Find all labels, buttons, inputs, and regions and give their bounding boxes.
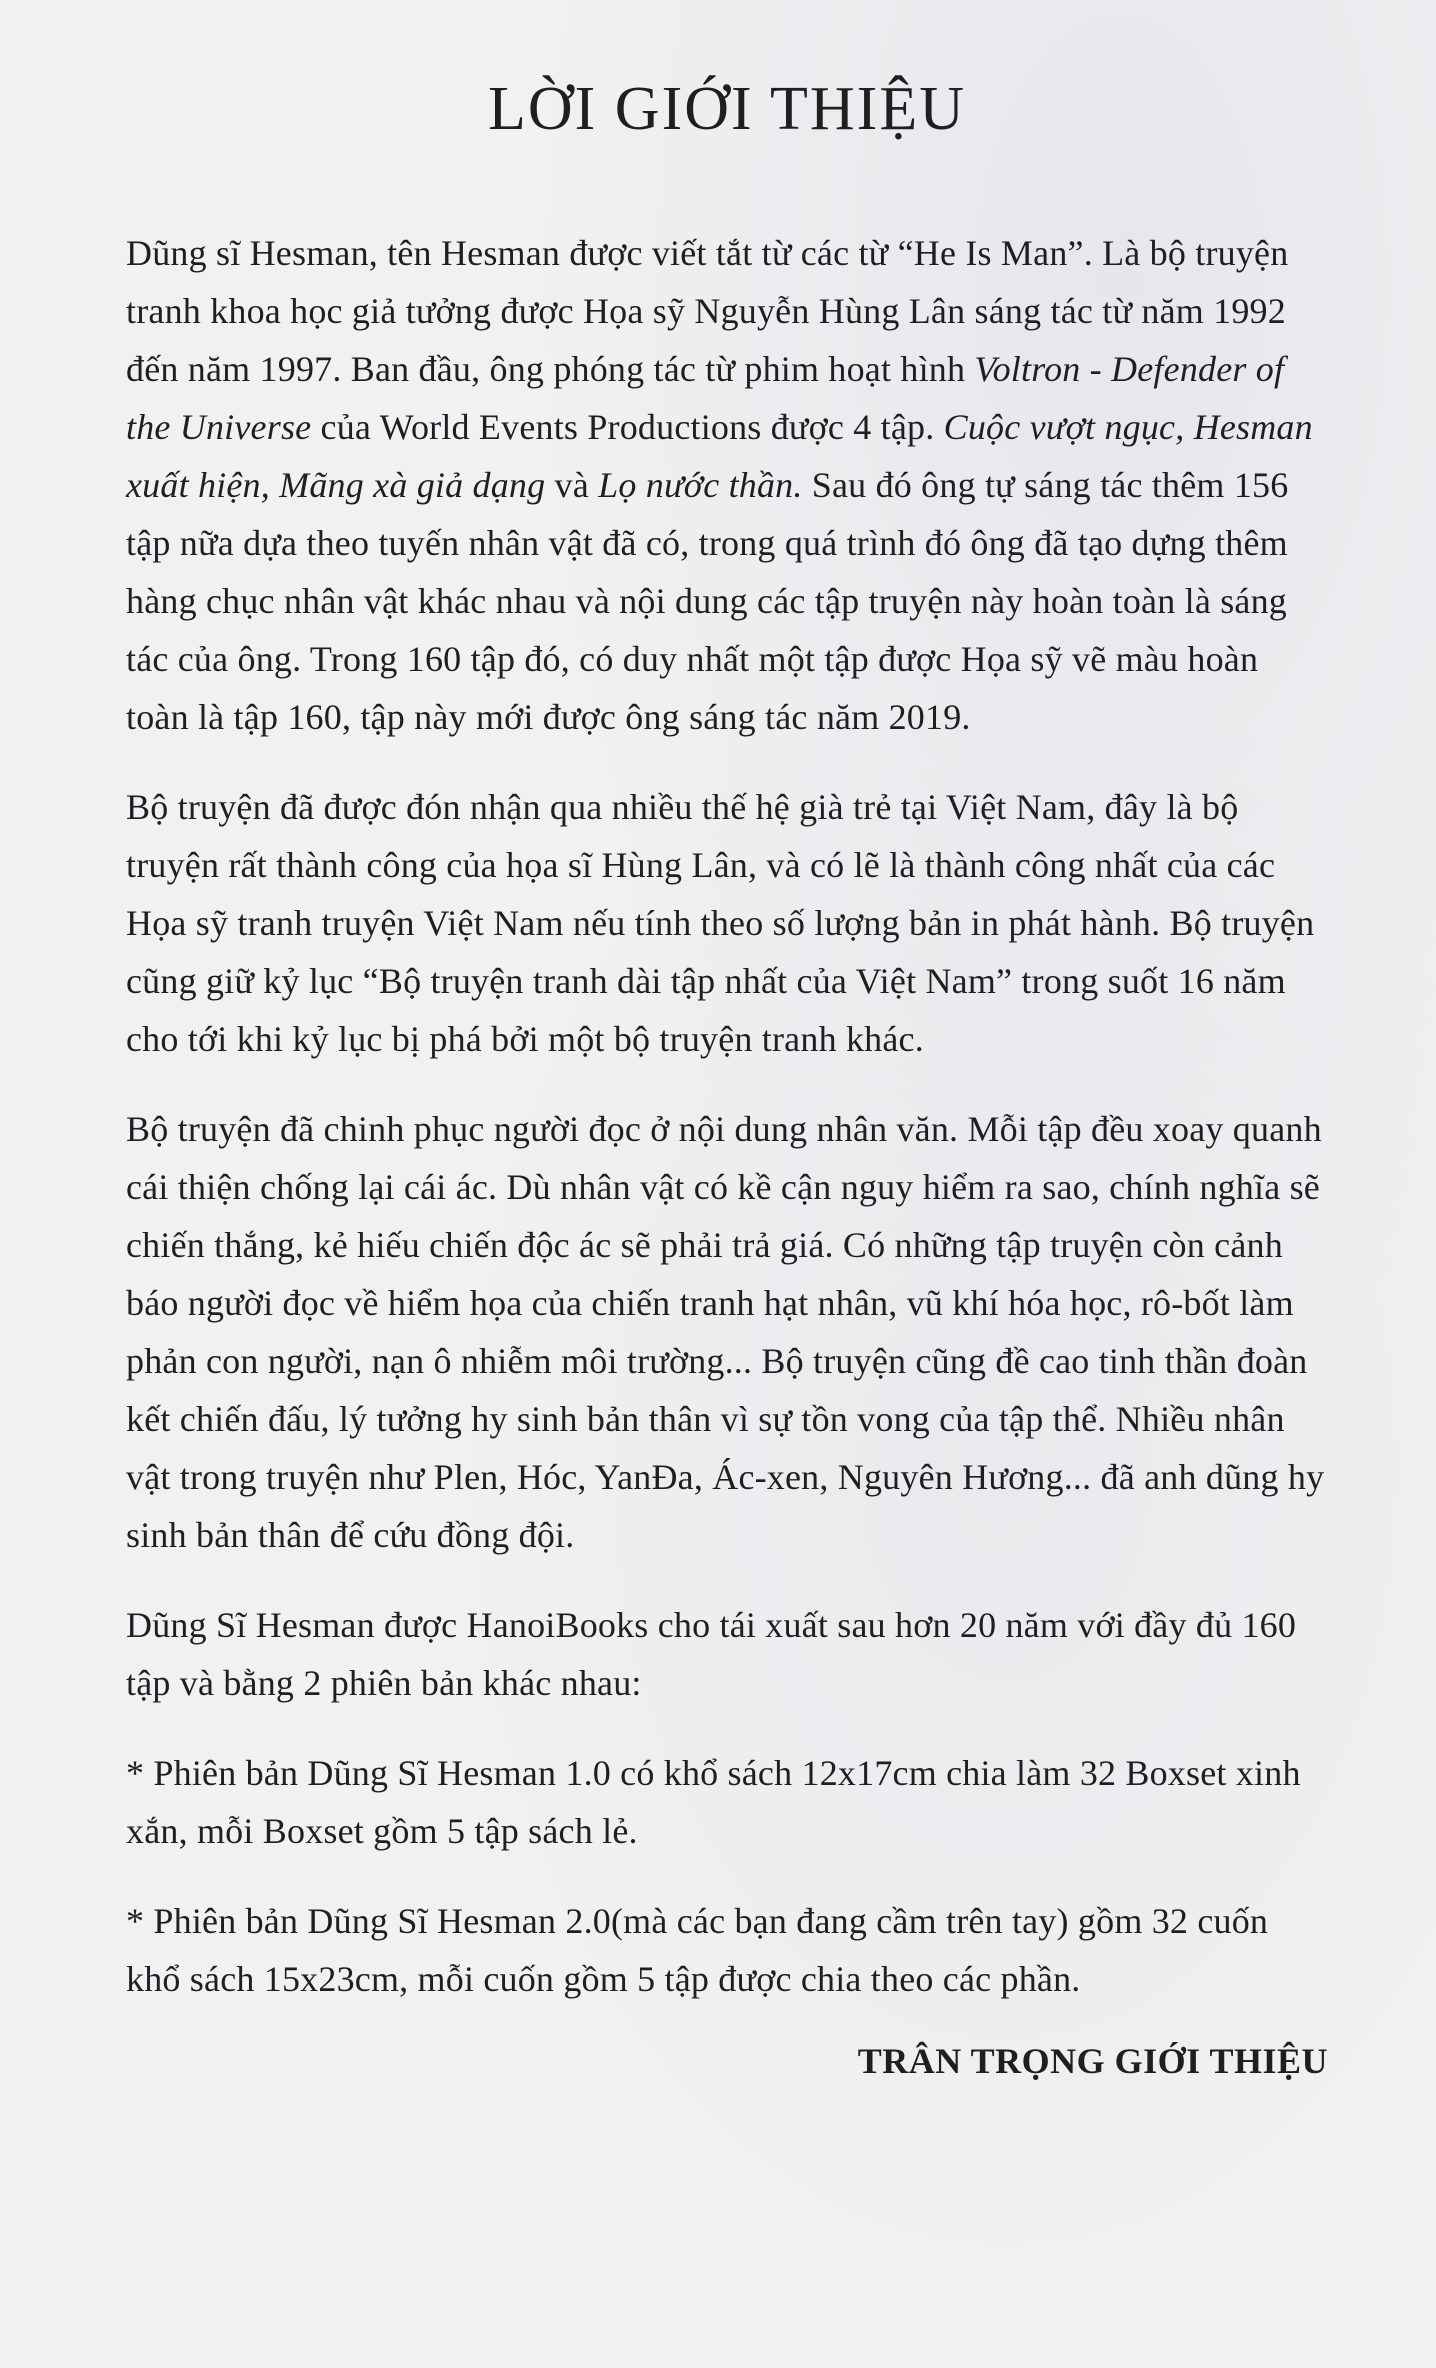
intro-text-3: Sau đó ông tự sáng tác thêm 156 tập nữa dựa theo tuyến nhân vật đã có, trong quá trình đó ông đã tạo dựng thêm hàng chục nhân vật khác nhau và nội dung các tập truyện này hoàn toàn là sáng tác của ông. Trong 160 tập đó, có duy nhất một tập được Họa sỹ vẽ màu hoàn toàn là tập 160, tập này mới được ông sáng tác năm 2019. [126, 465, 1289, 738]
paragraph-reissue: Dũng Sĩ Hesman được HanoiBooks cho tái xuất sau hơn 20 năm với đầy đủ 160 tập và bằng 2 phiên bản khác nhau: [126, 1605, 1297, 1704]
voltron-title: Voltron - Defender of the Universe [126, 349, 1285, 448]
paragraph-reception: Bộ truyện đã được đón nhận qua nhiều thế hệ già trẻ tại Việt Nam, đây là bộ truyện rất thành công của họa sĩ Hùng Lân, và có lẽ là thành công nhất của các Họa sỹ tranh truyện Việt Nam nếu tính theo số lượng bản in phát hành. Bộ truyện cũng giữ kỷ lục “Bộ truyện tranh dài tập nhất của Việt Nam” trong suốt 16 năm cho tới khi kỷ lục bị phá bởi một bộ truyện tranh khác. [126, 787, 1315, 1060]
signoff: TRÂN TRỌNG GIỚI THIỆU [857, 2041, 1328, 2082]
paragraph-intro [126, 224, 1328, 746]
paragraph-version-1: * Phiên bản Dũng Sĩ Hesman 1.0 có khổ sách 12x17cm chia làm 32 Boxset xinh xắn, mỗi Boxset gồm 5 tập sách lẻ. [126, 1753, 1301, 1852]
episode-title-last: Lọ nước thần. [598, 465, 803, 506]
page-title: LỜI GIỚI THIỆU [488, 75, 966, 143]
intro-text-1: Dũng sĩ Hesman, tên Hesman được viết tắt từ các từ “He Is Man”. Là bộ truyện tranh khoa học giả tưởng được Họa sỹ Nguyễn Hùng Lân sáng tác từ năm 1992 đến năm 1997. Ban đầu, ông phóng tác từ phim hoạt hình [126, 233, 1289, 390]
paragraph-humanity: Bộ truyện đã chinh phục người đọc ở nội dung nhân văn. Mỗi tập đều xoay quanh cái thiện chống lại cái ác. Dù nhân vật có kề cận nguy hiểm ra sao, chính nghĩa sẽ chiến thắng, kẻ hiếu chiến độc ác sẽ phải trả giá. Có những tập truyện còn cảnh báo người đọc về hiểm họa của chiến tranh hạt nhân, vũ khí hóa học, rô-bốt làm phản con người, nạn ô nhiễm môi trường... Bộ truyện cũng đề cao tinh thần đoàn kết chiến đấu, lý tưởng hy sinh bản thân vì sự tồn vong của tập thể. Nhiều nhân vật trong truyện như Plen, Hóc, YanĐa, Ác-xen, Nguyên Hương... đã anh dũng hy sinh bản thân để cứu đồng đội. [126, 1109, 1325, 1556]
intro-text-2: của World Events Productions được 4 tập. [311, 407, 944, 448]
episode-titles: Cuộc vượt ngục, Hesman xuất hiện, Mãng xà giả dạng [126, 407, 1313, 506]
intro-conjunction: và [545, 465, 599, 506]
paragraph-version-2: * Phiên bản Dũng Sĩ Hesman 2.0(mà các bạn đang cầm trên tay) gồm 32 cuốn khổ sách 15x23cm, mỗi cuốn gồm 5 tập được chia theo các phần. [126, 1901, 1269, 2000]
